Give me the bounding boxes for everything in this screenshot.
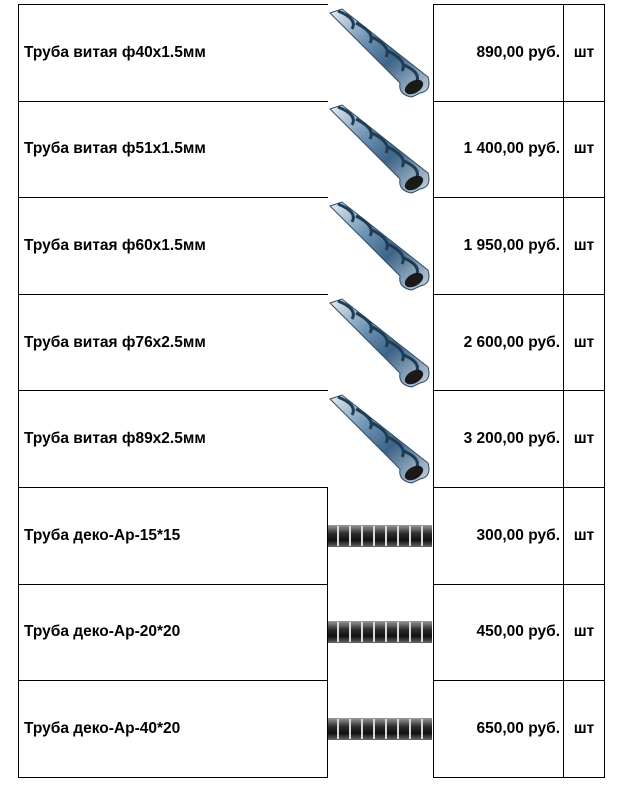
product-price: 1 400,00 руб. [433,101,564,199]
product-table [18,4,605,777]
product-name: Труба витая ф40х1.5мм [18,4,328,102]
table-row [18,390,605,487]
deco-tube-image [326,680,433,778]
twisted-tube-image [326,101,433,199]
product-price: 3 200,00 руб. [433,390,564,488]
product-name: Труба деко-Ар-40*20 [18,680,328,778]
twisted-tube-image [326,4,433,102]
table-row [18,487,605,584]
product-unit: шт [563,680,605,778]
product-name: Труба витая ф89х2.5мм [18,390,328,488]
table-row [18,101,605,198]
product-unit: шт [563,487,605,585]
product-name: Труба витая ф51х1.5мм [18,101,328,199]
product-name: Труба витая ф60х1.5мм [18,197,328,295]
table-row [18,680,605,777]
deco-tube-image [326,487,433,585]
product-unit: шт [563,197,605,295]
twisted-tube-image [326,197,433,295]
product-unit: шт [563,4,605,102]
product-price: 1 950,00 руб. [433,197,564,295]
deco-tube-image [326,584,433,682]
product-unit: шт [563,294,605,392]
product-price: 300,00 руб. [433,487,564,585]
twisted-tube-image [326,390,433,488]
table-row [18,584,605,681]
product-name: Труба витая ф76х2.5мм [18,294,328,392]
product-unit: шт [563,584,605,682]
product-unit: шт [563,101,605,199]
table-row [18,294,605,391]
product-name: Труба деко-Ар-20*20 [18,584,328,682]
product-price: 2 600,00 руб. [433,294,564,392]
product-price: 650,00 руб. [433,680,564,778]
product-name: Труба деко-Ар-15*15 [18,487,328,585]
product-price: 450,00 руб. [433,584,564,682]
table-row [18,4,605,101]
product-unit: шт [563,390,605,488]
product-price: 890,00 руб. [433,4,564,102]
table-row [18,197,605,294]
twisted-tube-image [326,294,433,392]
